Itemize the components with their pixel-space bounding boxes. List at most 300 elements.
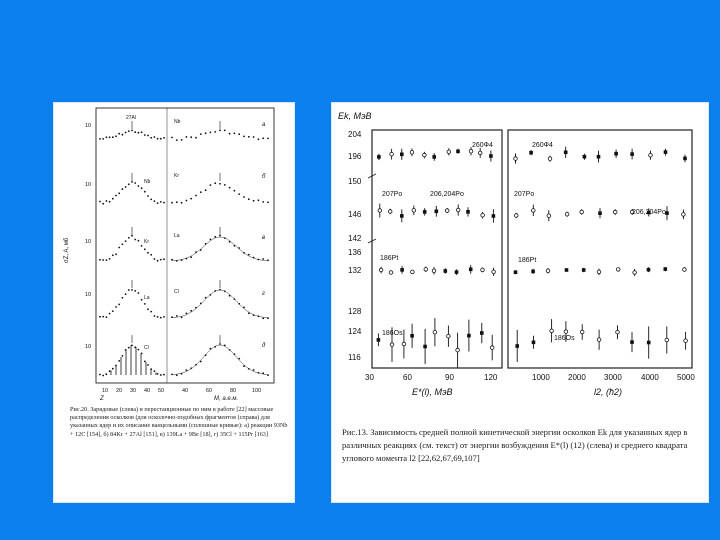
panel-label-b: б [262, 174, 266, 180]
left-data-point [125, 132, 127, 134]
left-data-point [99, 259, 101, 261]
left-data-point [176, 139, 178, 141]
data-marker-open [550, 329, 554, 333]
panel-label-g: г [262, 291, 265, 297]
left-data-point [118, 247, 120, 249]
data-marker-filled [630, 152, 634, 156]
left-data-point [150, 199, 152, 201]
data-marker-filled [456, 150, 460, 154]
left-data-point [248, 198, 250, 200]
data-marker-filled [400, 214, 404, 218]
data-marker-filled [647, 341, 651, 345]
x-tick-left-1: 10 [102, 388, 109, 394]
left-series-label-3: 206,204Po [430, 191, 464, 198]
left-data-point [238, 133, 240, 135]
left-series-label-1: 260Ф4 [472, 142, 493, 149]
data-marker-filled [444, 269, 448, 273]
left-data-point [157, 316, 159, 318]
left-data-point [138, 185, 140, 187]
left-data-point [181, 139, 183, 141]
left-data-point [171, 137, 173, 139]
x-tick-left-4: 40 [144, 388, 151, 394]
left-data-point [102, 203, 104, 205]
left-data-point [157, 138, 159, 140]
left-x-tick-120: 120 [484, 373, 498, 382]
left-data-point [134, 182, 136, 184]
y-tick-204: 204 [348, 130, 362, 139]
left-data-point [154, 136, 156, 138]
left-data-point [150, 137, 152, 139]
left-data-point [253, 200, 255, 202]
data-marker-open [649, 153, 653, 157]
left-data-point [109, 258, 111, 260]
left-data-point [118, 133, 120, 135]
left-data-point [243, 196, 245, 198]
left-data-point [195, 195, 197, 197]
left-data-point [150, 311, 152, 313]
left-data-point [181, 317, 183, 319]
left-data-point [150, 254, 152, 256]
left-data-point [147, 252, 149, 254]
data-marker-filled [647, 268, 651, 272]
left-data-point [248, 136, 250, 138]
left-data-point [176, 201, 178, 203]
left-data-point [102, 375, 104, 377]
data-marker-open [481, 268, 485, 272]
left-data-point [106, 200, 108, 202]
left-data-point [258, 138, 260, 140]
left-data-point [122, 188, 124, 190]
left-data-point [102, 259, 104, 261]
data-marker-open [633, 271, 637, 275]
nucleus-label-left-4: Cl [144, 345, 149, 351]
left-data-point [99, 138, 101, 140]
x-tick-left-2: 20 [116, 388, 123, 394]
left-data-point [157, 202, 159, 204]
left-data-point [229, 133, 231, 135]
data-marker-open [456, 208, 460, 212]
data-marker-open [445, 209, 449, 213]
data-marker-filled [583, 155, 587, 159]
data-marker-open [390, 152, 394, 156]
left-data-point [147, 364, 149, 366]
left-data-point [125, 186, 127, 188]
left-data-point [154, 258, 156, 260]
data-marker-open [447, 150, 451, 154]
data-marker-open [410, 151, 414, 155]
data-marker-open [389, 271, 393, 275]
data-marker-open [402, 342, 406, 346]
x-tick-right-2: 60 [206, 388, 213, 394]
left-data-point [138, 292, 140, 294]
x-tick-right-3: 80 [230, 388, 237, 394]
data-marker-open [424, 268, 428, 272]
left-data-point [219, 343, 221, 345]
left-data-point [115, 306, 117, 308]
left-data-point [112, 310, 114, 312]
left-data-point [128, 347, 130, 349]
left-data-point [219, 129, 221, 131]
left-data-point [253, 369, 255, 371]
left-data-point [109, 201, 111, 203]
left-data-point [134, 290, 136, 292]
left-data-point [267, 259, 269, 261]
right-x-label: l2, (ħ2) [594, 387, 623, 397]
left-data-point [144, 361, 146, 363]
left-data-point [128, 237, 130, 239]
y-tick-124: 124 [348, 327, 362, 336]
left-data-point [118, 360, 120, 362]
nucleus-label-right-3: La [174, 233, 180, 239]
left-plot-frame [96, 108, 274, 383]
right-series-label-5: 186Os [554, 335, 575, 342]
right-series-label-1: 260Ф4 [532, 142, 553, 149]
data-marker-filled [630, 340, 634, 344]
left-data-point [147, 195, 149, 197]
left-data-point [214, 236, 216, 238]
left-data-point [171, 202, 173, 204]
data-marker-open [532, 209, 536, 213]
left-data-point [200, 191, 202, 193]
left-data-point [190, 198, 192, 200]
left-data-point [154, 315, 156, 317]
left-data-point [210, 132, 212, 134]
left-data-point [163, 374, 165, 376]
data-marker-filled [467, 334, 471, 338]
y-tick-116: 116 [348, 353, 361, 362]
x-tick-right-1: 40 [182, 388, 189, 394]
right-series-label-3: 206,204Po [632, 209, 666, 216]
nucleus-label-left-2: Kr [144, 239, 149, 245]
right-series-label-2: 207Po [514, 191, 535, 198]
panel-label-v: в [262, 235, 266, 241]
left-data-point [176, 374, 178, 376]
right-figure-panel [332, 103, 708, 502]
left-data-point [224, 130, 226, 132]
data-marker-filled [455, 270, 459, 274]
y-tick-142: 142 [348, 234, 362, 243]
right-x-tick-1000: 1000 [532, 373, 550, 382]
left-data-point [186, 313, 188, 315]
left-data-point [160, 259, 162, 261]
data-marker-filled [377, 338, 381, 342]
data-marker-open [515, 214, 519, 218]
y-tick-150: 150 [348, 177, 362, 186]
right-x-tick-2000: 2000 [568, 373, 586, 382]
nucleus-label-right-4: Cl [174, 289, 179, 295]
right-x-tick-3000: 3000 [604, 373, 622, 382]
left-data-point [131, 130, 133, 132]
left-data-point [131, 181, 133, 183]
data-marker-filled [515, 344, 519, 348]
left-data-point [195, 137, 197, 139]
data-marker-open [432, 269, 436, 273]
data-marker-filled [514, 270, 518, 274]
left-data-point [262, 201, 264, 203]
left-data-point [118, 304, 120, 306]
data-marker-open [514, 157, 518, 161]
data-marker-filled [664, 150, 668, 154]
right-x-tick-4000: 4000 [641, 373, 659, 382]
left-axis-value-1: 10 [85, 123, 92, 129]
left-data-point [248, 254, 250, 256]
left-data-point [106, 316, 108, 318]
left-data-point [190, 136, 192, 138]
x-axis-right-label: M, а.е.м. [214, 396, 239, 402]
left-data-point [160, 138, 162, 140]
left-data-point [112, 136, 114, 138]
left-data-point [219, 183, 221, 185]
left-data-point [112, 198, 114, 200]
data-marker-filled [466, 210, 470, 214]
y-tick-132: 132 [348, 266, 362, 275]
data-marker-filled [531, 270, 535, 274]
data-marker-open [388, 210, 392, 214]
data-marker-filled [582, 268, 586, 272]
left-data-point [106, 259, 108, 261]
left-data-point [141, 131, 143, 133]
left-data-point [115, 253, 117, 255]
right-figure-caption: Рис.13. Зависимость средней полной кинетической энергии осколков Ek для указанных ядер в различных реакциях (см. текст) от энергии возбуждения E*(l) (12) (слева) и среднего квадрата углового момента l2 [22,62,67,69,107] [342, 427, 688, 463]
left-data-point [224, 184, 226, 186]
data-marker-open [613, 210, 617, 214]
nucleus-label-left-3: La [144, 295, 150, 301]
data-marker-open [456, 348, 460, 352]
left-series-label-5: 186Os [382, 330, 403, 337]
left-data-point [122, 243, 124, 245]
left-data-point [112, 368, 114, 370]
left-data-point [253, 136, 255, 138]
left-data-point [138, 132, 140, 134]
data-marker-open [447, 334, 451, 338]
left-data-point [157, 373, 159, 375]
left-data-point [128, 130, 130, 132]
left-data-point [163, 316, 165, 318]
left-figure-panel [54, 103, 294, 502]
data-marker-filled [664, 267, 668, 271]
left-data-point [157, 260, 159, 262]
nucleus-label-right-2: Kr [174, 173, 179, 179]
data-marker-filled [435, 210, 439, 214]
left-data-point [210, 239, 212, 241]
left-x-label: E*(l), МэВ [412, 387, 453, 397]
left-data-point [112, 254, 114, 256]
left-data-point [102, 138, 104, 140]
left-data-point [109, 136, 111, 138]
left-data-point [176, 315, 178, 317]
left-data-point [154, 370, 156, 372]
x-tick-left-5: 50 [158, 388, 165, 394]
data-marker-open [580, 210, 584, 214]
left-data-point [147, 308, 149, 310]
y-tick-146: 146 [348, 210, 362, 219]
data-marker-filled [489, 154, 493, 158]
data-marker-open [390, 343, 394, 347]
data-marker-filled [432, 155, 436, 159]
left-data-point [141, 299, 143, 301]
data-marker-filled [614, 152, 618, 156]
left-data-point [267, 201, 269, 203]
data-marker-filled [400, 268, 404, 272]
left-data-point [200, 133, 202, 135]
left-data-point [186, 136, 188, 138]
left-data-point [134, 131, 136, 133]
left-data-point [171, 316, 173, 318]
left-data-point [262, 318, 264, 320]
left-x-tick-60: 60 [403, 373, 412, 382]
data-marker-filled [400, 153, 404, 157]
left-axis-value-2: 10 [85, 182, 92, 188]
left-data-point [128, 289, 130, 291]
data-marker-filled [377, 155, 381, 159]
right-energy-plot-frame [508, 130, 692, 368]
left-data-point [186, 200, 188, 202]
x-tick-left-3: 30 [130, 388, 137, 394]
left-data-point [144, 191, 146, 193]
data-marker-filled [683, 157, 687, 161]
data-marker-filled [480, 331, 484, 335]
left-data-point [214, 182, 216, 184]
left-data-point [118, 192, 120, 194]
data-marker-open [565, 212, 569, 216]
left-data-point [122, 134, 124, 136]
data-marker-open [411, 270, 415, 274]
charge-mass-distribution-figure [54, 103, 294, 502]
left-data-point [99, 374, 101, 376]
left-data-point [109, 370, 111, 372]
data-marker-open [682, 213, 686, 217]
data-marker-open [580, 330, 584, 334]
left-data-point [115, 195, 117, 197]
peak-marker: 27Al [126, 115, 137, 121]
left-data-point [122, 355, 124, 357]
data-marker-open [379, 268, 383, 272]
left-data-point [234, 133, 236, 135]
data-marker-open [616, 268, 620, 272]
left-data-point [160, 201, 162, 203]
right-series-label-4: 186Pt [518, 257, 537, 264]
data-marker-open [378, 209, 382, 213]
left-axis-value-4: 10 [85, 292, 92, 298]
data-marker-open [597, 270, 601, 274]
y-axis-label: σZ, A, мб [64, 237, 70, 263]
data-marker-open [481, 213, 485, 217]
data-marker-open [547, 214, 551, 218]
left-data-point [131, 289, 133, 291]
left-data-point [138, 240, 140, 242]
data-marker-open [412, 209, 416, 213]
data-marker-open [423, 153, 427, 157]
data-marker-open [683, 268, 687, 272]
left-data-point [128, 183, 130, 185]
x-tick-right-4: 100 [252, 388, 262, 394]
data-marker-filled [532, 341, 536, 345]
left-data-point [205, 189, 207, 191]
left-data-point [99, 201, 101, 203]
left-data-point [160, 317, 162, 319]
left-series-label-4: 186Pt [380, 255, 399, 262]
left-series-label-2: 207Po [382, 191, 403, 198]
left-data-point [262, 137, 264, 139]
left-data-point [163, 202, 165, 204]
left-data-point [210, 184, 212, 186]
left-x-tick-90: 90 [445, 373, 454, 382]
data-marker-open [433, 330, 437, 334]
left-data-point [186, 369, 188, 371]
data-marker-filled [597, 155, 601, 159]
left-x-tick-30: 30 [365, 373, 374, 382]
left-data-point [106, 136, 108, 138]
data-marker-open [616, 330, 620, 334]
left-data-point [238, 193, 240, 195]
left-data-point [115, 135, 117, 137]
left-axis-value-5: 10 [85, 344, 92, 350]
data-marker-open [597, 338, 601, 342]
nucleus-label-right-1: Nb [174, 119, 181, 125]
right-y-axis-title: Ek, МэВ [338, 111, 372, 121]
right-x-tick-5000: 5000 [677, 373, 695, 382]
y-tick-128: 128 [348, 307, 362, 316]
left-data-point [144, 248, 146, 250]
y-tick-136: 136 [348, 248, 362, 257]
left-data-point [141, 245, 143, 247]
left-data-point [163, 258, 165, 260]
data-marker-open [564, 330, 568, 334]
data-marker-open [490, 346, 494, 350]
data-marker-open [492, 270, 496, 274]
left-data-point [243, 136, 245, 138]
left-data-point [262, 258, 264, 260]
left-data-point [258, 199, 260, 201]
data-marker-filled [564, 151, 568, 155]
left-data-point [147, 135, 149, 137]
left-data-point [144, 303, 146, 305]
y-tick-196: 196 [348, 152, 362, 161]
left-data-point [234, 190, 236, 192]
x-axis-left-label: Z [100, 396, 104, 402]
left-data-point [141, 187, 143, 189]
data-marker-filled [529, 151, 533, 155]
left-data-point [125, 293, 127, 295]
left-data-point [99, 316, 101, 318]
data-marker-filled [492, 214, 496, 218]
data-marker-open [546, 269, 550, 273]
data-marker-open [469, 149, 473, 153]
data-marker-filled [423, 210, 427, 214]
left-data-point [267, 138, 269, 140]
panel-label-a: a [262, 122, 266, 128]
left-data-point [229, 187, 231, 189]
nucleus-label-left-1: Nb [144, 179, 151, 185]
data-marker-filled [565, 268, 569, 272]
left-data-point [154, 200, 156, 202]
left-data-point [171, 259, 173, 261]
left-data-point [125, 240, 127, 242]
left-data-point [122, 297, 124, 299]
left-data-point [205, 132, 207, 134]
left-data-point [134, 239, 136, 241]
data-marker-filled [410, 334, 414, 338]
data-marker-filled [423, 345, 427, 349]
data-marker-filled [469, 268, 473, 272]
left-figure-caption: Рис.20. Зарядовые (слева) и перестанционные по ним в работе [22] массовые распределения осколков (для осколочно-подобных фрагментов (справа) для указанных ядер и их описание ванцельными (сплошные кривые): а) реакции 93Nb + 12C [154], б) 84Kr + 27Al [151], в) 139La + 9Be [18], г) 35Cl + 115Pr [163] [70, 406, 288, 438]
left-data-point [138, 349, 140, 351]
data-marker-open [478, 151, 482, 155]
panel-label-d: д [262, 343, 266, 349]
data-marker-filled [598, 211, 602, 215]
left-data-point [102, 316, 104, 318]
left-axis-value-3: 10 [85, 239, 92, 245]
